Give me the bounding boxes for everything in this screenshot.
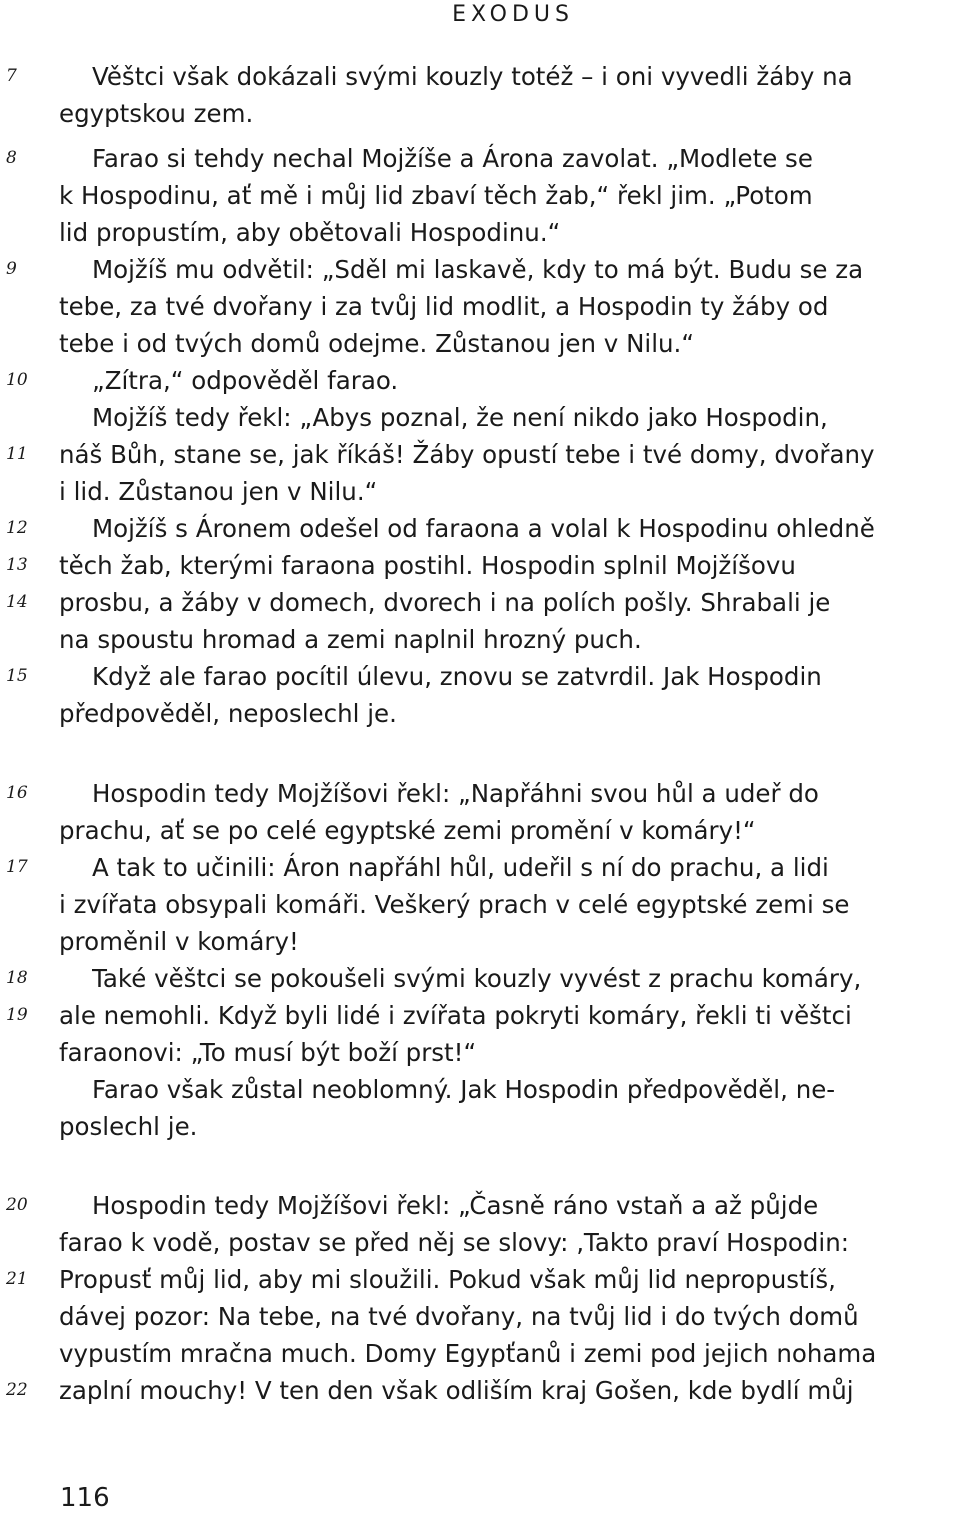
verse-number: 9 [6,259,17,279]
verse-number: 12 [6,518,28,538]
verse-number: 11 [6,444,28,464]
text-line: dávej pozor: Na tebe, na tvé dvořany, na tvůj lid i do tvých domů [59,1302,859,1331]
text-line: Mojžíš s Áronem odešel od faraona a volal k Hospodinu ohledně [92,514,875,543]
verse-number: 7 [6,66,17,86]
page-number: 116 [60,1483,110,1513]
verse-number: 10 [6,370,28,390]
text-line: Věštci však dokázali svými kouzly totéž – i oni vyvedli žáby na [92,62,853,91]
text-line: prachu, ať se po celé egyptské zemi promění v komáry!“ [59,816,756,845]
verse-number: 14 [6,592,28,612]
text-line: poslechl je. [59,1112,198,1141]
verse-number: 22 [6,1380,28,1400]
book-title: EXODUS [452,2,574,27]
text-line: faraonovi: „To musí být boží prst!“ [59,1038,477,1067]
text-line: Mojžíš tedy řekl: „Abys poznal, že není nikdo jako Hospodin, [92,403,828,432]
text-line: těch žab, kterými faraona postihl. Hospodin splnil Mojžíšovu [59,551,796,580]
verse-number: 20 [6,1195,28,1215]
text-line: náš Bůh, stane se, jak říkáš! Žáby opustí tebe i tvé domy, dvořany [59,440,875,469]
verse-number: 15 [6,666,28,686]
text-line: Také věštci se pokoušeli svými kouzly vyvést z prachu komáry, [92,964,862,993]
running-header [0,0,960,30]
text-line: Když ale farao pocítil úlevu, znovu se zatvrdil. Jak Hospodin [92,662,822,691]
verse-number: 13 [6,555,28,575]
verse-number: 21 [6,1269,28,1289]
verse-number: 17 [6,857,28,877]
text-line: Farao však zůstal neoblomný. Jak Hospodin předpověděl, ne- [92,1075,836,1104]
text-line: vypustím mračna much. Domy Egypťanů i zemi pod jejich nohama [59,1339,877,1368]
verse-number: 8 [6,148,17,168]
text-line: tebe i od tvých domů odejme. Zůstanou jen v Nilu.“ [59,329,695,358]
text-line: A tak to učinili: Áron napřáhl hůl, udeřil s ní do prachu, a lidi [92,853,829,882]
text-line: Farao si tehdy nechal Mojžíše a Árona zavolat. „Modlete se [92,144,813,173]
text-line: zaplní mouchy! V ten den však odliším kraj Gošen, kde bydlí můj [59,1376,854,1405]
text-line: Hospodin tedy Mojžíšovi řekl: „Časně ráno vstaň a až půjde [92,1191,819,1220]
text-line: tebe, za tvé dvořany i za tvůj lid modlit, a Hospodin ty žáby od [59,292,829,321]
text-line: prosbu, a žáby v domech, dvorech i na polích pošly. Shrabali je [59,588,831,617]
text-line: lid propustím, aby obětovali Hospodinu.“ [59,218,561,247]
text-line: na spoustu hromad a zemi naplnil hrozný puch. [59,625,642,654]
text-line: ale nemohli. Když byli lidé i zvířata pokryti komáry, řekli ti věštci [59,1001,852,1030]
text-line: předpověděl, neposlechl je. [59,699,397,728]
text-line: „Zítra,“ odpověděl farao. [92,366,399,395]
text-line: i lid. Zůstanou jen v Nilu.“ [59,477,378,506]
text-line: egyptskou zem. [59,99,254,128]
text-line: Mojžíš mu odvětil: „Sděl mi laskavě, kdy to má být. Budu se za [92,255,864,284]
text-line: k Hospodinu, ať mě i můj lid zbaví těch žab,“ řekl jim. „Potom [59,181,813,210]
text-line: i zvířata obsypali komáři. Veškerý prach v celé egyptské zemi se [59,890,850,919]
verse-number: 19 [6,1005,28,1025]
verse-number: 16 [6,783,28,803]
verse-number: 18 [6,968,28,988]
text-line: Hospodin tedy Mojžíšovi řekl: „Napřáhni svou hůl a udeř do [92,779,819,808]
text-line: farao k vodě, postav se před něj se slovy: ‚Takto praví Hospodin: [59,1228,850,1257]
text-line: Propusť můj lid, aby mi sloužili. Pokud však můj lid nepropustíš, [59,1265,836,1294]
text-line: proměnil v komáry! [59,927,299,956]
